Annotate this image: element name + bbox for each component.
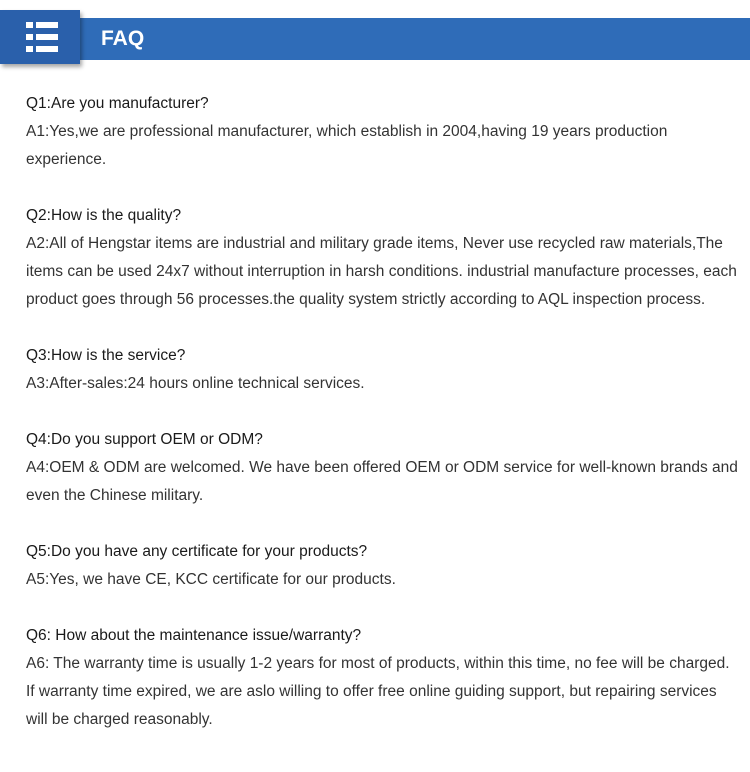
faq-item-5 — [26, 538, 738, 594]
faq-question: Q5:Do you have any certificate for your products? — [26, 543, 368, 560]
faq-question: Q4:Do you support OEM or ODM? — [26, 431, 263, 448]
faq-list — [26, 90, 738, 762]
faq-question: Q3:How is the service? — [26, 347, 186, 364]
faq-answer: A2:All of Hengstar items are industrial and military grade items, Never use recycled raw materials,The items can be used 24x7 without interruption in harsh conditions. industrial manufacture processes, each product goes through 56 processes.the quality system strictly according to AQL inspection process. — [26, 235, 737, 308]
faq-answer: A6: The warranty time is usually 1-2 years for most of products, within this time, no fee will be charged. If warranty time expired, we are aslo willing to offer free online guiding support, but repairing services will be charged reasonably. — [26, 655, 730, 728]
faq-item-1 — [26, 90, 738, 174]
faq-title: FAQ — [101, 27, 145, 50]
faq-item-2 — [26, 202, 738, 314]
faq-answer: A5:Yes, we have CE, KCC certificate for our products. — [26, 571, 396, 588]
faq-item-4 — [26, 426, 738, 510]
faq-icon-box — [0, 10, 80, 64]
faq-question: Q2:How is the quality? — [26, 207, 182, 224]
faq-question: Q1:Are you manufacturer? — [26, 95, 209, 112]
faq-question: Q6: How about the maintenance issue/warranty? — [26, 627, 362, 644]
faq-item-6 — [26, 622, 738, 734]
faq-answer: A1:Yes,we are professional manufacturer, which establish in 2004,having 19 years production experience. — [26, 123, 668, 168]
faq-answer: A3:After-sales:24 hours online technical services. — [26, 375, 365, 392]
list-icon — [26, 22, 58, 52]
faq-answer: A4:OEM & ODM are welcomed. We have been offered OEM or ODM service for well-known brands and even the Chinese military. — [26, 459, 738, 504]
faq-item-3 — [26, 342, 738, 398]
